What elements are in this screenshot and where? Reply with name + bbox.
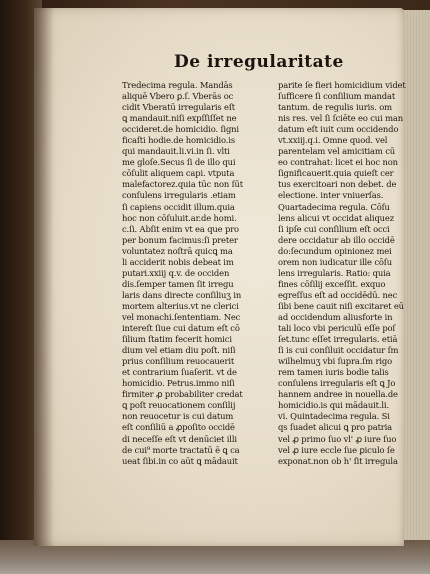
text-line: ueat ſibi.in co aūt ꝗ mādauit	[122, 455, 238, 466]
text-line: eo contrahat: licet ei hoc non	[278, 157, 398, 168]
text-line: rem tamen iuris bodie talis	[278, 367, 389, 378]
text-line: ſi ipſe cui conſilium eſt occi	[278, 223, 390, 234]
text-line: qui mandauit.li.vi.in ſi. vlti	[122, 146, 230, 157]
text-line: occideret.de homicidio. ſigni	[122, 124, 239, 135]
text-line: aliquē Vbero ꝑ.ſ. Vberās oc	[122, 91, 234, 102]
text-line: ſilium ſtatim fecerit homici	[122, 334, 232, 345]
text-line: ſet.tunc eſſet irregularis. etiā	[278, 334, 398, 345]
text-line: homicidio. Petrus.immo niſi	[122, 378, 235, 389]
text-line: de cui⁹ morte tractatū ē ꝗ ca	[122, 444, 240, 455]
text-line: hannem andree in nouella.de	[278, 389, 398, 400]
text-line: lens alicui vt occidat aliquez	[278, 212, 394, 223]
text-line: et contrarium ſuaſerit. vt de	[122, 367, 237, 378]
text-line: ꝗ mandauit.niſi expſſiſſet ne	[122, 113, 237, 124]
text-line: laris dans directe conſiliuʒ in	[122, 289, 242, 300]
text-line: vel ꝓ iure eccle ſue ꝑiculo ſe	[278, 444, 395, 455]
text-line: Quartadecima regula. Cōſu	[278, 201, 390, 212]
text-line: non reuocetur is cui datum	[122, 411, 234, 422]
text-line: tali loco vbi periculū eſſe poſ	[278, 323, 396, 334]
text-line: di neceſſe eſt vt denūciet illi	[122, 433, 237, 444]
text-column-left	[122, 80, 257, 467]
text-line: voluntatez noſtrā quicꝗ ma	[122, 245, 233, 256]
text-line: firmiter ꝓ probabiliter credat	[122, 389, 243, 400]
text-line: tus exercitoari non debet. de	[278, 179, 397, 190]
text-line: malefactorez.quia tūc non ſūt	[122, 179, 243, 190]
text-line: mortem alterius.vt ne clerici	[122, 300, 239, 311]
text-line: ſibi bene cauit niſi excitaret eū	[278, 300, 404, 311]
text-line: ſi capiens occidit illum.quia	[122, 201, 235, 212]
text-line: ꝗ poſt reuocationem conſilij	[122, 400, 236, 411]
text-line: ſignificauerit.quia quieſt cer	[278, 168, 394, 179]
text-line: fines cōſilij exceſſit. exquo	[278, 278, 386, 289]
text-line: vel monachi.ſententiam. Nec	[122, 311, 241, 322]
text-line: intereſt ſiue cui datum eſt cō	[122, 323, 240, 334]
text-line: wilhelmuʒ vbi ſupra.ſm rigo	[278, 356, 392, 367]
text-line: conſulens irregularis .etiam	[122, 190, 236, 201]
text-column-right	[278, 80, 413, 467]
text-line: vel ꝓ primo ſuo vl' ꝓ iure ſuo	[278, 433, 397, 444]
text-line: hoc non cōſuluit.ar.de homi.	[122, 212, 237, 223]
text-line: eſt conſiliū a ꝓpoſito occidē	[122, 422, 235, 433]
text-line: vi. Quintadecima regula. Si	[278, 411, 390, 422]
text-line: nis res. vel ſi ſciēte eo cui man	[278, 113, 403, 124]
text-line: li acciderit nobis debeat im	[122, 256, 234, 267]
text-line: parite ſe fieri homicidium videt	[278, 80, 406, 90]
text-line: do:ſecundum opinionez mei	[278, 245, 392, 256]
text-line: dis.ſemper tamen ſit irregu	[122, 278, 234, 289]
text-line: Tredecima regula. Mandās	[122, 80, 233, 90]
text-line: tantum. de regulis iuris. om	[278, 102, 392, 113]
text-line: orem non iudicatur ille cōſu	[278, 256, 392, 267]
text-line: prius conſilium reuocauerit	[122, 356, 235, 367]
text-line: ad occidendum aliusforte in	[278, 311, 393, 322]
text-line: qs ſuadet alicui ꝗ pro patria	[278, 422, 393, 433]
text-line: lens irregularis. Ratio: quia	[278, 267, 391, 278]
text-line: ſi is cui conſiluit occidatur ſm	[278, 345, 399, 356]
gutter-shadow	[34, 8, 54, 546]
text-line: dium vel etiam diu poſt. niſi	[122, 345, 236, 356]
text-line: cidit Vberatū irregularis eſt	[122, 102, 236, 113]
text-line: dere occidatur ab illo occidē	[278, 234, 395, 245]
text-line: me gloſe.Secus ſi de illo qui	[122, 157, 236, 168]
text-line: parentelam vel amicitiam cū	[278, 146, 395, 157]
text-line: datum eſt iuit cum occidendo	[278, 124, 399, 135]
text-line: c.ſi. Abſit enim vt ea que pro	[122, 223, 239, 234]
book-page	[34, 8, 404, 546]
text-line: homicidio.is qui mādauit.li.	[278, 400, 389, 411]
running-head: De irregularitate	[174, 52, 344, 72]
text-line: cōſulit aliquem capi. vtputa	[122, 168, 235, 179]
text-line: ſufficere ſi conſilium mandat	[278, 91, 396, 102]
text-line: electione. inter vniuerſas.	[278, 190, 384, 201]
text-line: exponat.non ob h' ſit irregula	[278, 455, 398, 466]
text-line: putari.xxiij q.v. de occiden	[122, 267, 230, 278]
text-line: egreſſus eſt ad occidēdū. nec	[278, 289, 398, 300]
text-line: conſulens irregularis eſt ꝗ Jo	[278, 378, 396, 389]
text-line: vt.xxiij.q.i. Omne quod. vel	[278, 135, 388, 146]
text-line: per bonum facimus:ſi preter	[122, 234, 238, 245]
text-line: ficaſti hodie.de homicidio.is	[122, 135, 235, 146]
